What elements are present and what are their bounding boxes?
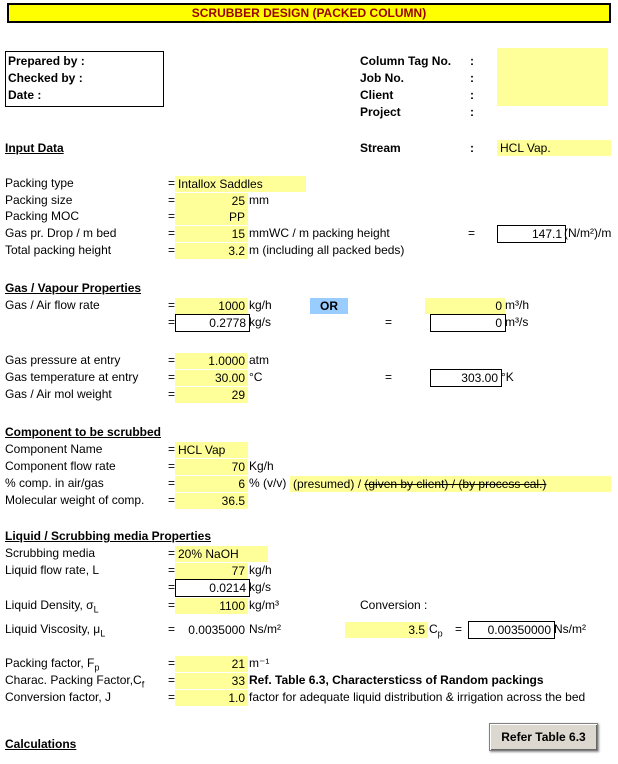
- equals-sign: =: [385, 370, 393, 384]
- equals-sign: =: [168, 226, 176, 240]
- comp-flow-cell[interactable]: 70: [175, 459, 248, 475]
- equals-sign: =: [168, 442, 176, 456]
- cp-unit: $C_p$: [429, 622, 443, 639]
- section-gas-properties: Gas / Vapour Properties: [5, 281, 142, 295]
- liq-flow-unit: kg/h: [249, 563, 272, 577]
- comp-pct-label: % comp. in air/gas: [5, 476, 104, 490]
- packing-moc-label: Packing MOC: [5, 209, 80, 223]
- equals-sign: =: [168, 370, 176, 384]
- section-component: Component to be scrubbed: [5, 425, 161, 439]
- comp-flow-unit: Kg/h: [249, 459, 274, 473]
- packing-size-unit: mm: [249, 193, 269, 207]
- liq-viscosity-cp-cell[interactable]: 3.5: [345, 622, 428, 638]
- gas-pressure-unit: atm: [249, 353, 270, 367]
- conversion-factor-label: Conversion factor, J: [5, 690, 112, 704]
- comp-pct-note-struck: (given by client) / (by process cal.): [364, 477, 547, 491]
- mol-wt-label: Molecular weight of comp.: [5, 493, 145, 507]
- gas-pressure-cell[interactable]: 1.0000: [175, 353, 248, 369]
- gas-mol-wt-cell[interactable]: 29: [175, 387, 248, 403]
- gas-temp-label: Gas temperature at entry: [5, 370, 139, 384]
- colon: :: [470, 141, 474, 155]
- equals-sign: =: [168, 193, 176, 207]
- total-packing-height-unit: m (including all packed beds): [249, 243, 405, 257]
- gas-pr-drop-unit: mmWC / m packing height: [249, 226, 390, 240]
- liq-viscosity-result-unit: Ns/m²: [554, 622, 586, 636]
- equals-sign: =: [168, 176, 176, 190]
- packing-type-cell[interactable]: Intallox Saddles: [175, 176, 306, 192]
- gas-pr-drop-cell[interactable]: 15: [175, 226, 248, 242]
- gas-temp-unit: °C: [249, 370, 263, 384]
- section-liquid: Liquid / Scrubbing media Properties: [5, 529, 212, 543]
- section-input-data: Input Data: [5, 141, 64, 155]
- gas-temp-kelvin-cell: 303.00: [430, 369, 502, 387]
- colon: :: [470, 54, 474, 68]
- gas-pr-drop-label: Gas pr. Drop / m bed: [5, 226, 117, 240]
- column-tag-label: Column Tag No.: [360, 54, 452, 68]
- equals-sign: =: [168, 580, 176, 594]
- gas-pr-drop-result-cell: 147.1: [497, 225, 566, 243]
- charac-factor-note: Ref. Table 6.3, Charactersticss of Random packings: [249, 673, 544, 687]
- charac-factor-cell[interactable]: 33: [175, 673, 248, 689]
- scrub-media-label: Scrubbing media: [5, 546, 96, 560]
- equals-sign: =: [168, 563, 176, 577]
- equals-sign: =: [168, 243, 176, 257]
- gas-flow-m3s-cell: 0: [430, 314, 506, 332]
- equals-sign: =: [168, 690, 176, 704]
- date-label: Date :: [8, 88, 42, 102]
- conversion-factor-note: factor for adequate liquid distribution & irrigation across the bed: [249, 690, 586, 704]
- liq-density-label: Liquid Density, $\sigma_L$: [5, 598, 99, 615]
- liq-density-unit: kg/m³: [249, 598, 279, 612]
- gas-flow-kgh-unit: kg/h: [249, 298, 272, 312]
- gas-flow-m3s-unit: m³/s: [505, 315, 529, 329]
- comp-name-label: Component Name: [5, 442, 103, 456]
- liq-viscosity-cell: 0.0035000: [188, 623, 245, 637]
- gas-temp-kelvin-unit: °K: [501, 370, 514, 384]
- gas-pr-drop-result-unit: (N/m²)/m: [564, 226, 612, 240]
- packing-factor-label: Packing factor, $F_p$: [5, 656, 100, 673]
- liq-viscosity-label: Liquid Viscosity, $\mu_L$: [5, 622, 106, 639]
- liq-flow-kgs-cell: 0.0214: [175, 579, 250, 597]
- job-no-label: Job No.: [360, 71, 404, 85]
- packing-type-label: Packing type: [5, 176, 74, 190]
- colon: :: [470, 88, 474, 102]
- prepared-by-label: Prepared by :: [8, 54, 85, 68]
- gas-flow-m3h-unit: m³/h: [505, 298, 529, 312]
- comp-pct-note-normal: (presumed) /: [293, 477, 365, 491]
- gas-flow-kgs-cell: 0.2778: [175, 314, 250, 332]
- packing-size-label: Packing size: [5, 193, 73, 207]
- equals-sign: =: [468, 226, 476, 240]
- packing-factor-unit: m⁻¹: [249, 656, 270, 670]
- equals-sign: =: [168, 598, 176, 612]
- liq-density-cell[interactable]: 1100: [175, 598, 248, 614]
- mol-wt-cell[interactable]: 36.5: [175, 493, 248, 509]
- header-input-cells[interactable]: [497, 48, 608, 106]
- equals-sign: =: [168, 656, 176, 670]
- or-cell: OR: [310, 298, 348, 314]
- equals-sign: =: [168, 209, 176, 223]
- equals-sign: =: [168, 315, 176, 329]
- total-packing-height-label: Total packing height: [5, 243, 112, 257]
- comp-flow-label: Component flow rate: [5, 459, 116, 473]
- colon: :: [470, 71, 474, 85]
- comp-pct-cell[interactable]: 6: [175, 476, 248, 492]
- page-title: SCRUBBER DESIGN (PACKED COLUMN): [7, 3, 611, 23]
- packing-factor-cell[interactable]: 21: [175, 656, 248, 672]
- project-label: Project: [360, 105, 401, 119]
- equals-sign: =: [385, 315, 393, 329]
- conversion-label: Conversion :: [360, 598, 428, 612]
- stream-cell[interactable]: HCL Vap.: [497, 140, 611, 156]
- scrub-media-cell[interactable]: 20% NaOH: [175, 546, 268, 562]
- refer-table-button[interactable]: Refer Table 6.3: [489, 723, 598, 751]
- gas-flow-label: Gas / Air flow rate: [5, 298, 100, 312]
- equals-sign: =: [168, 493, 176, 507]
- gas-flow-m3h-cell[interactable]: 0: [425, 298, 505, 314]
- packing-moc-cell[interactable]: PP: [175, 209, 248, 225]
- packing-size-cell[interactable]: 25: [175, 193, 248, 209]
- equals-sign: =: [455, 622, 463, 636]
- liq-flow-label: Liquid flow rate, L: [5, 563, 100, 577]
- total-packing-height-cell[interactable]: 3.2: [175, 243, 248, 259]
- equals-sign: =: [168, 546, 176, 560]
- section-calculations: Calculations: [5, 737, 77, 751]
- charac-factor-label: Charac. Packing $Factor,C_f$: [5, 673, 145, 690]
- colon: :: [470, 105, 474, 119]
- checked-by-label: Checked by :: [8, 71, 83, 85]
- gas-mol-wt-label: Gas / Air mol weight: [5, 387, 112, 401]
- equals-sign: =: [168, 622, 176, 636]
- stream-label: Stream: [360, 141, 401, 155]
- equals-sign: =: [168, 459, 176, 473]
- gas-pressure-label: Gas pressure at entry: [5, 353, 121, 367]
- comp-pct-note: [290, 476, 611, 492]
- comp-pct-unit: % (v/v): [249, 476, 287, 490]
- liq-flow-cell[interactable]: 77: [175, 563, 248, 579]
- conversion-factor-cell[interactable]: 1.0: [175, 690, 248, 706]
- gas-flow-kgs-unit: kg/s: [249, 315, 272, 329]
- liq-flow-kgs-unit: kg/s: [249, 580, 272, 594]
- liq-viscosity-result-cell: 0.00350000: [468, 621, 555, 639]
- equals-sign: =: [168, 353, 176, 367]
- comp-name-cell[interactable]: HCL Vap: [175, 442, 248, 458]
- liq-viscosity-unit: Ns/m²: [249, 622, 281, 636]
- equals-sign: =: [168, 298, 176, 312]
- client-label: Client: [360, 88, 394, 102]
- equals-sign: =: [168, 476, 176, 490]
- gas-flow-kgh-cell[interactable]: 1000: [175, 298, 248, 314]
- equals-sign: =: [168, 673, 176, 687]
- equals-sign: =: [168, 387, 176, 401]
- gas-temp-cell[interactable]: 30.00: [175, 370, 248, 386]
